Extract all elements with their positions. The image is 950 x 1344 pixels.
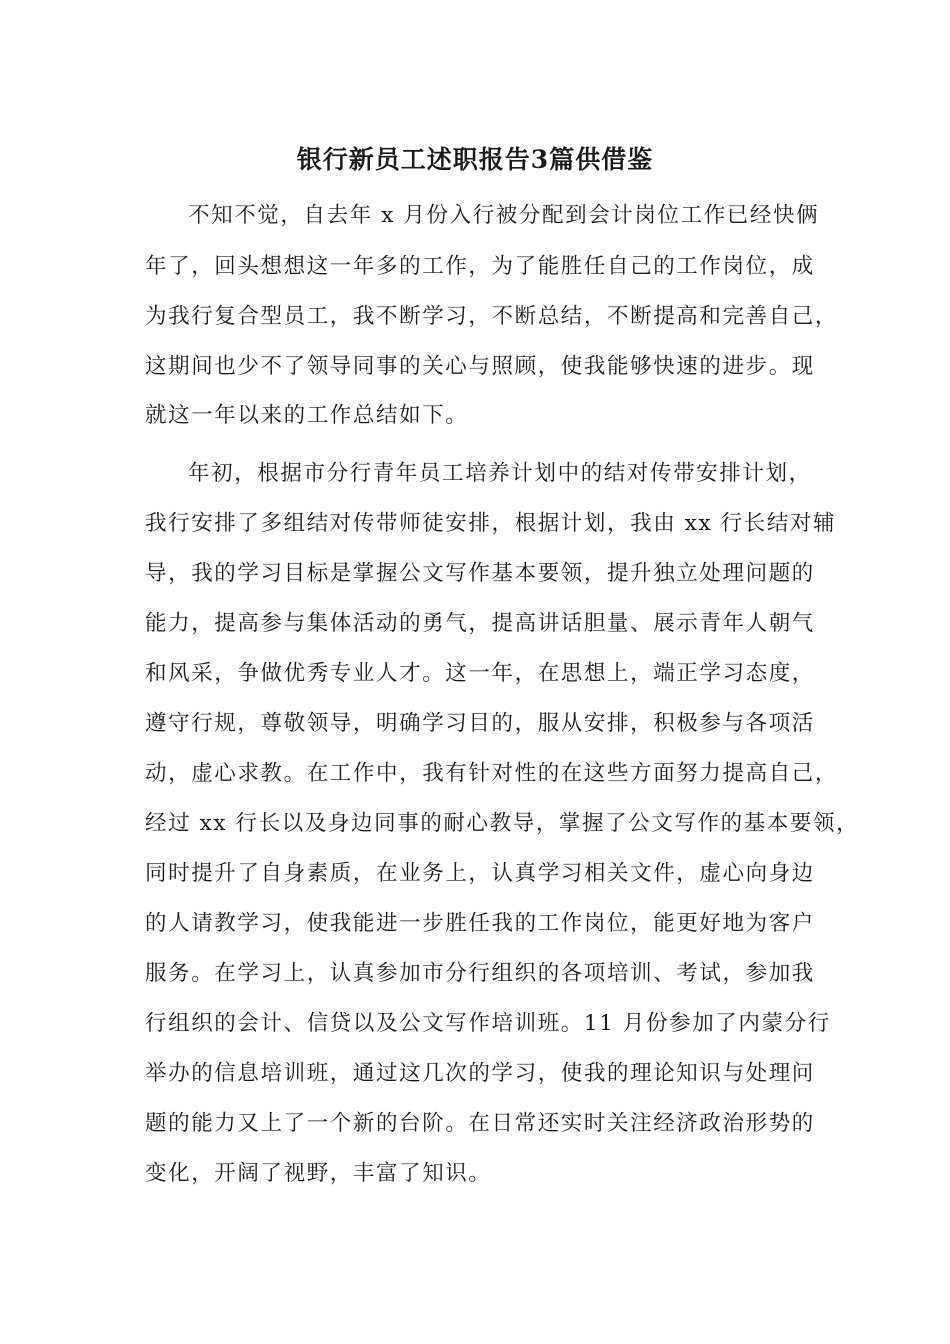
paragraph-2-line-3: 导，我的学习目标是掌握公文写作基本要领，提升独立处理问题的	[145, 561, 815, 586]
paragraph-2-line-6: 遵守行规，尊敬领导，明确学习目的，服从安排，积极参与各项活	[145, 711, 815, 736]
paragraph-2-line-4: 能力，提高参与集体活动的勇气，提高讲话胆量、展示青年人朝气	[145, 611, 815, 636]
paragraph-2-line-8: 经过 xx 行长以及身边同事的耐心教导，掌握了公文写作的基本要领，	[145, 811, 860, 836]
paragraph-2-line-15: 变化，开阔了视野，丰富了知识。	[145, 1161, 492, 1186]
paragraph-2-line-2: 我行安排了多组结对传带师徒安排，根据计划，我由 xx 行长结对辅	[145, 511, 837, 536]
paragraph-2-line-5: 和风采，争做优秀专业人才。这一年，在思想上，端正学习态度，	[145, 661, 815, 686]
paragraph-2-line-11: 服务。在学习上，认真参加市分行组织的各项培训、考试，参加我	[145, 961, 815, 986]
document-title: 银行新员工述职报告3篇供借鉴	[296, 145, 654, 174]
paragraph-1-line-1: 不知不觉，自去年 x 月份入行被分配到会计岗位工作已经快俩	[188, 203, 820, 228]
paragraph-1-line-4: 这期间也少不了领导同事的关心与照顾，使我能够快速的进步。现	[145, 354, 815, 379]
paragraph-2-line-1: 年初，根据市分行青年员工培养计划中的结对传带安排计划，	[188, 461, 812, 486]
paragraph-2-line-12: 行组织的会计、信贷以及公文写作培训班。11 月份参加了内蒙分行	[145, 1011, 831, 1036]
paragraph-2-line-7: 动，虚心求教。在工作中，我有针对性的在这些方面努力提高自己，	[145, 761, 839, 786]
paragraph-1-line-2: 年了，回头想想这一年多的工作，为了能胜任自己的工作岗位，成	[145, 254, 815, 279]
paragraph-2-line-10: 的人请教学习，使我能进一步胜任我的工作岗位，能更好地为客户	[145, 911, 815, 936]
paragraph-1-line-5: 就这一年以来的工作总结如下。	[145, 403, 469, 428]
paragraph-1-line-3: 为我行复合型员工，我不断学习，不断总结，不断提高和完善自己，	[145, 304, 839, 329]
paragraph-2-line-9: 同时提升了自身素质，在业务上，认真学习相关文件，虚心向身边	[145, 861, 815, 886]
paragraph-2-line-14: 题的能力又上了一个新的台阶。在日常还实时关注经济政治形势的	[145, 1111, 815, 1136]
paragraph-2-line-13: 举办的信息培训班，通过这几次的学习，使我的理论知识与处理问	[145, 1061, 815, 1086]
